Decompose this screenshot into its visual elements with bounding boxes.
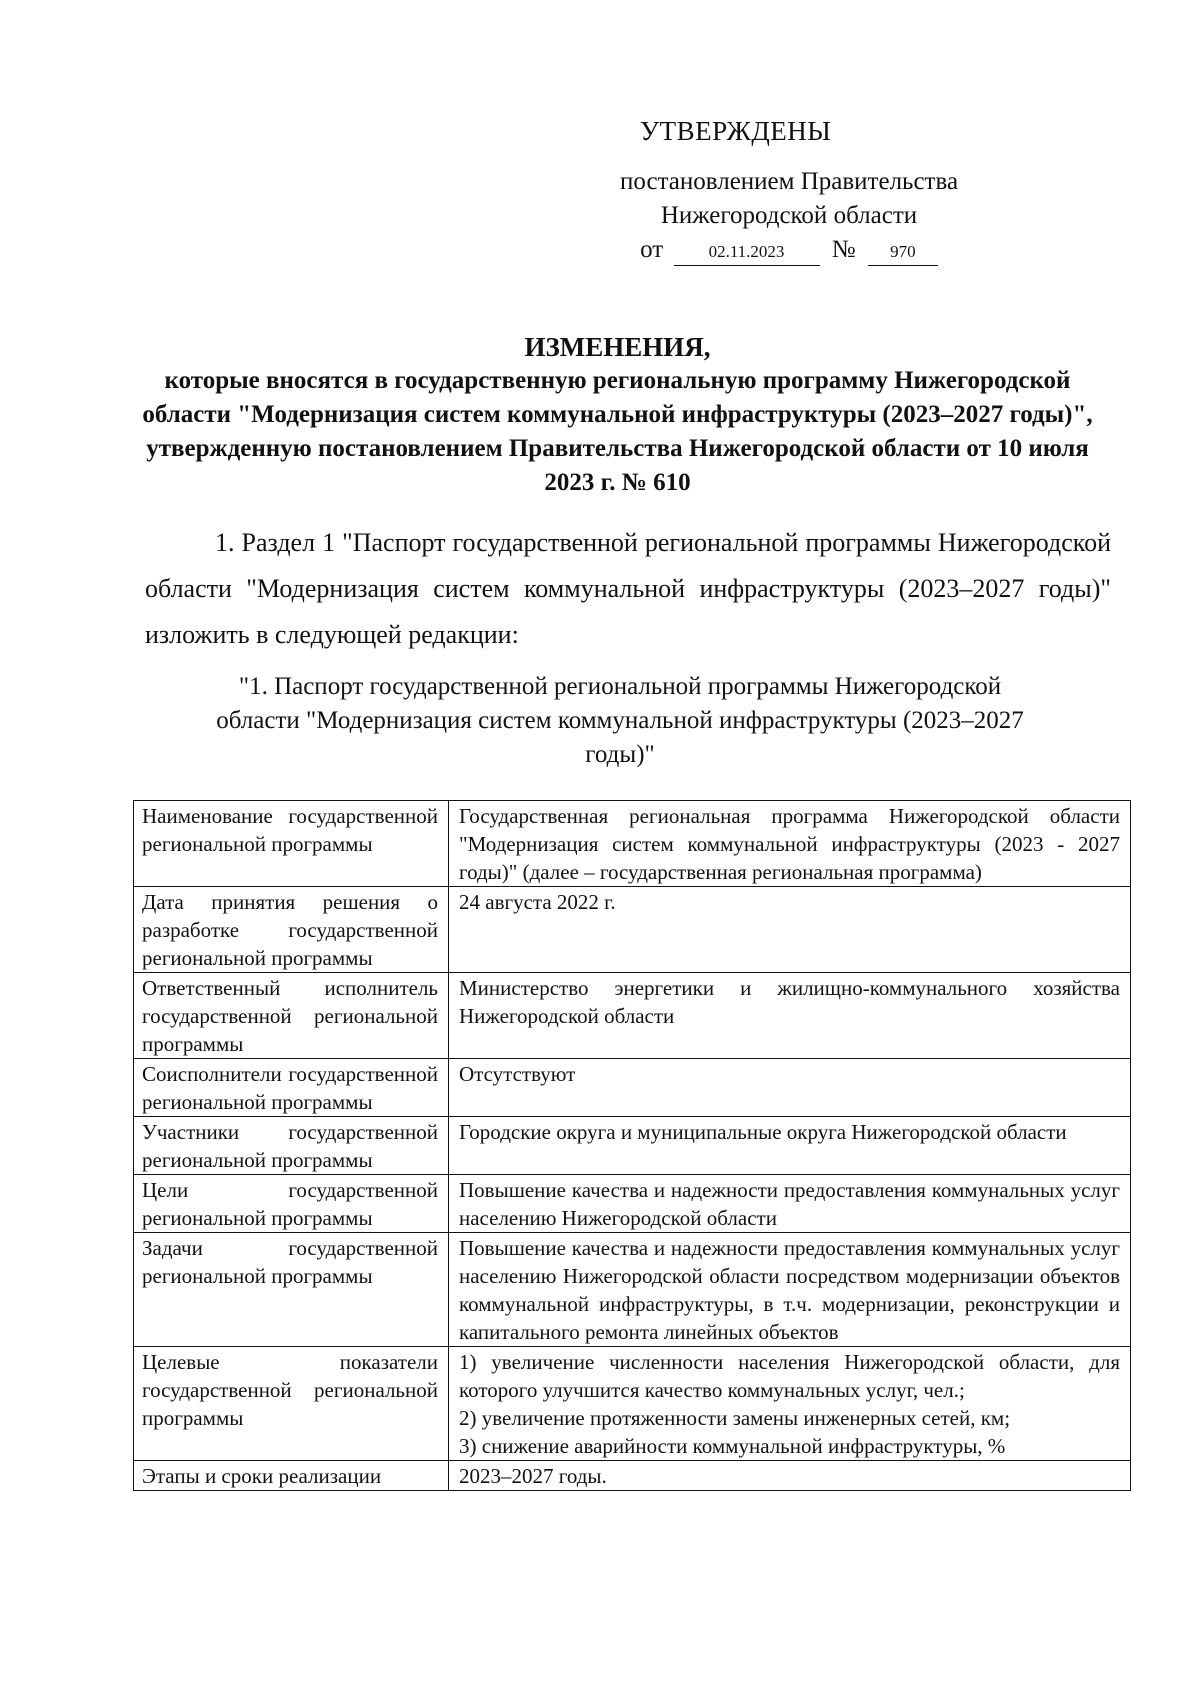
- table-row: [134, 1233, 1131, 1347]
- table-row: [134, 1117, 1131, 1175]
- approval-date: 02.11.2023: [674, 239, 820, 266]
- approval-from-label: от: [640, 236, 664, 263]
- row-value: Государственная региональная программа Нижегородской области "Модернизация систем коммунальной инфраструктуры (2023 - 2027 годы)" (далее – государственная региональная программа): [449, 801, 1131, 887]
- approval-line-1: постановлением Правительства: [619, 168, 959, 195]
- row-label: Этапы и сроки реализации: [134, 1461, 449, 1491]
- row-label: Цели государственной региональной программы: [134, 1175, 449, 1233]
- row-value: Городские округа и муниципальные округа Нижегородской области: [449, 1117, 1131, 1175]
- table-row: [134, 1059, 1131, 1117]
- row-value: 24 августа 2022 г.: [449, 887, 1131, 973]
- table-row: [134, 1175, 1131, 1233]
- paragraph-1: 1. Раздел 1 "Паспорт государственной региональной программы Нижегородской области "Модернизация систем коммунальной инфраструктуры (2023–2027 годы)" изложить в следующей редакции:: [145, 528, 1111, 649]
- row-value: Повышение качества и надежности предоставления коммунальных услуг населению Нижегородской области: [449, 1175, 1131, 1233]
- approval-number: 970: [868, 239, 938, 266]
- approval-title: УТВЕРЖДЕНЫ: [640, 116, 832, 146]
- section-title: "1. Паспорт государственной региональной программы Нижегородской области "Модернизация систем коммунальной инфраструктуры (2023–2027 годы)": [216, 673, 1024, 768]
- row-label: Задачи государственной региональной программы: [134, 1233, 449, 1347]
- row-value: Министерство энергетики и жилищно-коммунального хозяйства Нижегородской области: [449, 973, 1131, 1059]
- table-row: [134, 1347, 1131, 1461]
- row-label: Дата принятия решения о разработке государственной региональной программы: [134, 887, 449, 973]
- page-bottom-margin: [0, 1595, 1200, 1697]
- heading-title: ИЗМЕНЕНИЯ,: [524, 332, 711, 362]
- row-label: Наименование государственной региональной программы: [134, 801, 449, 887]
- row-label: Соисполнители государственной региональной программы: [134, 1059, 449, 1117]
- approval-line-2: Нижегородской области: [660, 202, 918, 229]
- row-value: Повышение качества и надежности предоставления коммунальных услуг населению Нижегородской области посредством модернизации объектов коммунальной инфраструктуры, в т.ч. модернизации, реконструкции и капитального ремонта линейных объектов: [449, 1233, 1131, 1347]
- indicator-line: 2) увеличение протяженности замены инженерных сетей, км;: [459, 1406, 1011, 1430]
- passport-table: [133, 800, 1131, 1491]
- document-heading: [130, 330, 1105, 500]
- approval-date-line: [600, 233, 978, 267]
- row-value: Отсутствуют: [449, 1059, 1131, 1117]
- table-row: [134, 801, 1131, 887]
- indicator-line: 1) увеличение численности населения Нижегородской области, для которого улучшится качество коммунальных услуг, чел.;: [459, 1350, 1120, 1402]
- table-row: [134, 973, 1131, 1059]
- table-row: [134, 887, 1131, 973]
- approval-number-sign: №: [831, 236, 856, 263]
- row-label: Целевые показатели государственной региональной программы: [134, 1347, 449, 1461]
- row-label: Участники государственной региональной программы: [134, 1117, 449, 1175]
- row-value: [449, 1347, 1131, 1461]
- row-value: 2023–2027 годы.: [449, 1461, 1131, 1491]
- row-label: Ответственный исполнитель государственной региональной программы: [134, 973, 449, 1059]
- heading-subtitle: которые вносятся в государственную региональную программу Нижегородской области "Модернизация систем коммунальной инфраструктуры (2023–2027 годы)", утвержденную постановлением Правительства Нижегородской области от 10 июля 2023 г. № 610: [142, 367, 1093, 496]
- indicator-line: 3) снижение аварийности коммунальной инфраструктуры, %: [459, 1434, 1006, 1458]
- table-row: [134, 1461, 1131, 1491]
